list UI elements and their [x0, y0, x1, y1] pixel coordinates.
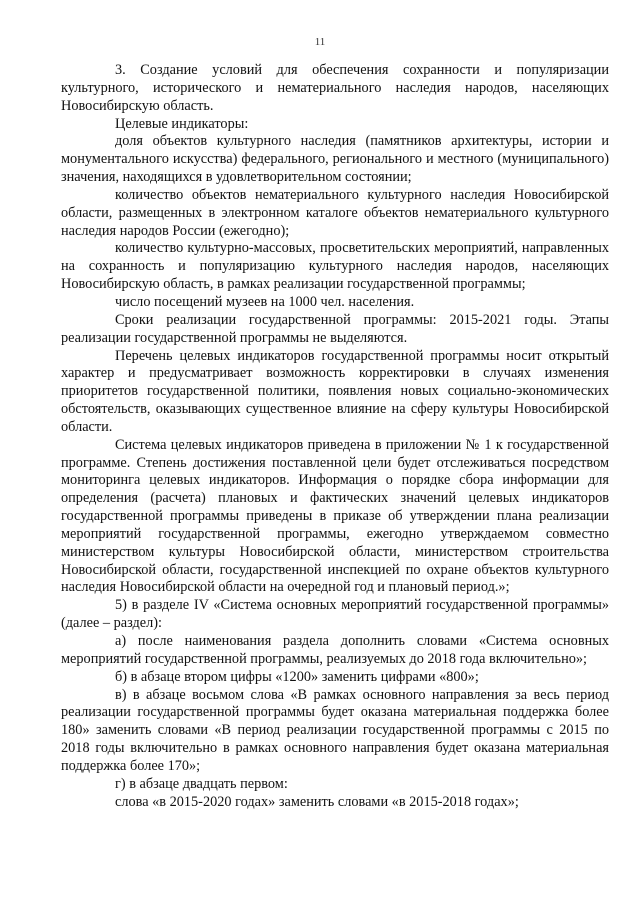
paragraph: Перечень целевых индикаторов государственной программы носит открытый характер и предусматривает возможность корректировки в случаях изменения приоритетов государственной политики, появления новых социально-экономических обстоятельств, оказывающих существенное влияние на сферу культуры Новосибирской области.	[61, 347, 609, 435]
paragraph: в) в абзаце восьмом слова «В рамках основного направления за весь период реализации государственной программы будет оказана материальная поддержка более 180» заменить словами «В период реализации государственной программы с 2015 по 2018 годы включительно в рамках основного направления будет оказана материальная поддержка более 170»;	[61, 686, 609, 774]
paragraph: количество культурно-массовых, просветительских мероприятий, направленных на сохранность и популяризацию культурного наследия народов, населяющих Новосибирскую область, в рамках реализации государственной программы;	[61, 240, 609, 293]
paragraph: 3. Создание условий для обеспечения сохранности и популяризации культурного, исторического и нематериального наследия народов, населяющих Новосибирскую область.	[61, 62, 609, 114]
page-number: 11	[314, 36, 326, 48]
paragraph: г) в абзаце двадцать первом:	[115, 775, 288, 792]
paragraph: слова «в 2015-2020 годах» заменить словами «в 2015-2018 годах»;	[115, 793, 519, 810]
document-body	[61, 62, 609, 811]
paragraph: число посещений музеев на 1000 чел. населения.	[115, 293, 415, 310]
paragraph: Сроки реализации государственной программы: 2015-2021 годы. Этапы реализации государственной программы не выделяются.	[61, 311, 609, 346]
paragraph: Система целевых индикаторов приведена в приложении № 1 к государственной программе. Степень достижения поставленной цели будет отслеживаться посредством мониторинга целевых индикаторов. Информация о порядке сбора информации для определения (расчета) плановых и фактических значений целевых индикаторов государственной программы приведены в приказе об утверждении плана реализации мероприятий государственной программы, ежегодно утверждаемом совместно министерством культуры Новосибирской области, министерством строительства Новосибирской области, государственной инспекцией по охране объектов культурного наследия Новосибирской области на очередной год и плановый период.»;	[61, 436, 609, 596]
paragraph: Целевые индикаторы:	[115, 115, 249, 132]
paragraph: количество объектов нематериального культурного наследия Новосибирской области, размещенных в электронном каталоге объектов нематериального культурного наследия народов России (ежегодно);	[61, 186, 609, 239]
paragraph: доля объектов культурного наследия (памятников архитектуры, истории и монументального искусства) федерального, регионального и местного (муниципального) значения, находящихся в удовлетворительном состоянии;	[61, 133, 609, 186]
paragraph: а) после наименования раздела дополнить словами «Система основных мероприятий государственной программы, реализуемых до 2018 года включительно»;	[61, 633, 609, 667]
paragraph: 5) в разделе IV «Система основных мероприятий государственной программы» (далее – раздел):	[61, 597, 609, 632]
paragraph: б) в абзаце втором цифры «1200» заменить цифрами «800»;	[115, 668, 479, 685]
